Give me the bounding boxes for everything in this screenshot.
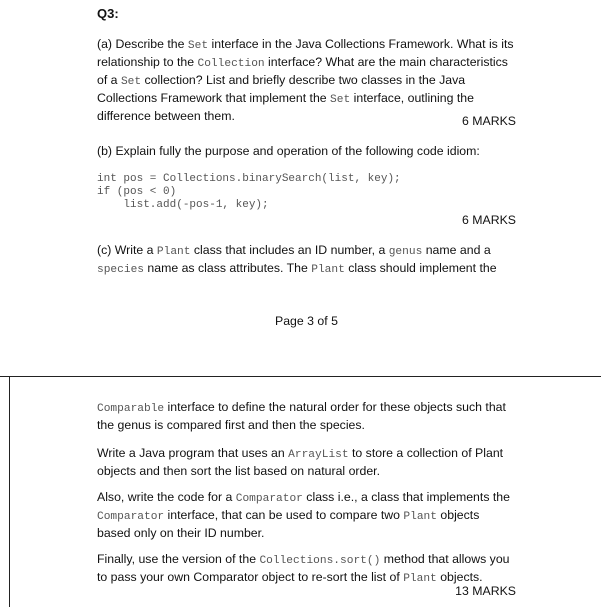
code-term: Set xyxy=(187,40,209,52)
p2-line-1 xyxy=(97,445,503,463)
part-a-line-3 xyxy=(97,72,514,90)
text: to pass your own Comparator object to re-sort the list of xyxy=(97,570,404,584)
part-a-line-4 xyxy=(97,90,514,108)
text: class should implement the xyxy=(344,261,497,275)
p4-line-1 xyxy=(97,551,510,569)
text: (c) Write a xyxy=(97,243,157,257)
page4-para-4 xyxy=(97,551,510,587)
text: class i.e., a class that implements the xyxy=(302,490,510,504)
text: of a xyxy=(97,73,121,87)
code-term: Collections.sort() xyxy=(259,555,381,567)
part-c-text xyxy=(97,242,497,278)
code-line-2: if (pos < 0) xyxy=(97,186,177,198)
text: relationship to the xyxy=(97,55,198,69)
text: objects xyxy=(436,508,480,522)
code-line-1: int pos = Collections.binarySearch(list, key); xyxy=(97,173,401,185)
page4-para-2 xyxy=(97,445,503,479)
p3-line-1 xyxy=(97,489,510,507)
code-term: Plant xyxy=(403,511,437,523)
part-c-line-1 xyxy=(97,242,497,260)
p1-line-1 xyxy=(97,399,506,417)
text: objects. xyxy=(436,570,483,584)
page-footer: Page 3 of 5 xyxy=(275,314,338,328)
code-term: Plant xyxy=(156,246,191,258)
part-a-text xyxy=(97,36,514,124)
code-term: Set xyxy=(330,94,351,106)
text: name as class attributes. The xyxy=(144,261,312,275)
code-term: Set xyxy=(120,76,142,88)
text: interface to define the natural order for these objects such that xyxy=(164,400,506,414)
code-term: Comparator xyxy=(235,493,303,505)
part-b-prompt: (b) Explain fully the purpose and operation of the following code idiom: xyxy=(97,144,480,158)
p3-line-3: based only on their ID number. xyxy=(97,526,265,540)
code-term: species xyxy=(97,264,144,276)
part-a-marks: 6 MARKS xyxy=(462,114,516,128)
text: to store a collection of Plant xyxy=(348,446,504,460)
text: interface, that can be used to compare two xyxy=(164,508,404,522)
page-left-border xyxy=(9,376,10,607)
part-a-line-5: difference between them. xyxy=(97,109,235,123)
text: interface, outlining the xyxy=(350,91,474,105)
code-term: genus xyxy=(388,246,423,258)
text: (a) Describe the xyxy=(97,37,188,51)
code-term: Plant xyxy=(403,573,437,585)
code-term: Comparable xyxy=(97,403,165,415)
page4-para-3 xyxy=(97,489,510,541)
text: name and a xyxy=(422,243,491,257)
text: class that includes an ID number, a xyxy=(190,243,389,257)
code-idiom xyxy=(97,173,401,212)
code-term: Collection xyxy=(197,58,265,70)
page-divider xyxy=(0,376,601,377)
code-term: ArrayList xyxy=(288,449,349,461)
text: method that allows you xyxy=(380,552,510,566)
part-c-line-2 xyxy=(97,260,497,278)
p2-line-2: objects and then sort the list based on natural order. xyxy=(97,464,381,478)
text: Write a Java program that uses an xyxy=(97,446,289,460)
text: Also, write the code for a xyxy=(97,490,236,504)
text: collection? List and briefly describe two classes in the Java xyxy=(141,73,466,87)
code-term: Comparator xyxy=(97,511,165,523)
text: interface? What are the main characteristics xyxy=(264,55,508,69)
text: interface in the Java Collections Framework. What is its xyxy=(208,37,514,51)
part-b-marks: 6 MARKS xyxy=(462,213,516,227)
p3-line-2 xyxy=(97,507,510,525)
text: Finally, use the version of the xyxy=(97,552,260,566)
part-a-line-1 xyxy=(97,36,514,54)
page4-marks: 13 MARKS xyxy=(455,584,516,598)
code-term: Plant xyxy=(311,264,345,276)
text: Collections Framework that implement the xyxy=(97,91,331,105)
question-title: Q3: xyxy=(97,6,119,21)
part-a-line-2 xyxy=(97,54,514,72)
page4-para-1 xyxy=(97,399,506,433)
p1-line-2: the genus is compared first and then the species. xyxy=(97,418,365,432)
p4-line-2 xyxy=(97,569,510,587)
code-line-3: list.add(-pos-1, key); xyxy=(97,199,269,211)
